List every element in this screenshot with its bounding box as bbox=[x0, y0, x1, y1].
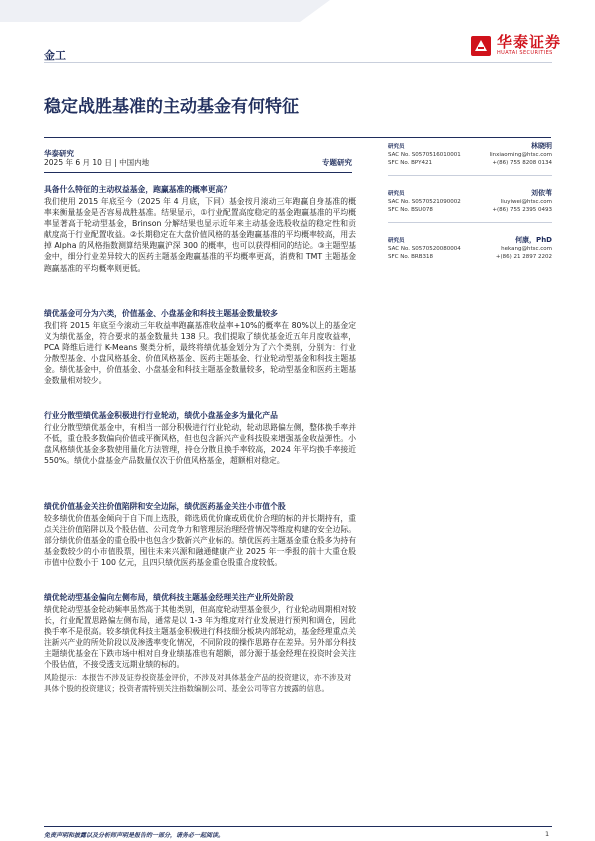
meta-divider bbox=[44, 172, 352, 173]
report-type: 专题研究 bbox=[322, 158, 352, 167]
logo-mark-icon bbox=[470, 35, 492, 57]
analyst-card bbox=[388, 235, 552, 282]
analyst-sac: SAC No. S0570521090002 bbox=[388, 199, 461, 205]
section-body: 我们使用 2015 年底至今（2025 年 4 月底，下同）基金按月滚动三年跑赢自身基准的概率来衡量基金是否容易战胜基准。结果显示，①行业配置高度稳定的基金跑赢基准的平均概率显著高于轮动型基金，Brinson 分解结果也显示近年来主动基金选股收益的稳定性和贡献度高于行业配置收益。②长期稳定在大盘价值风格的基金跑赢基准的平均概率较高，用去掉 Alpha 的风格指数测算结果跑赢沪深 300 的概率，也可以获得相同的结论。③主题型基金中，细分行业差异较大的医药主题基金跑赢基准的平均概率更高，消费和 TMT 主题基金跑赢基准的平均概率则更低。 bbox=[44, 197, 356, 273]
header-accent bbox=[0, 0, 595, 30]
analyst-email[interactable]: linxiaoming@htsc.com bbox=[489, 152, 552, 158]
page-title: 稳定战胜基准的主动基金有何特征 bbox=[44, 97, 299, 117]
logo-name-en: HUATAI SECURITIES bbox=[497, 50, 553, 56]
company-logo bbox=[470, 34, 561, 57]
analyst-sac: SAC No. S0570520080004 bbox=[388, 246, 461, 252]
risk-disclaimer: 风险提示：本报告不涉及证券投资基金评价，不涉及对具体基金产品的投资建议，亦不涉及对具体个股的投资建议；投资者需特别关注指数编制公司、基金公司等官方披露的信息。 bbox=[44, 673, 352, 693]
analyst-phone: +(86) 755 2395 0493 bbox=[492, 207, 552, 213]
page-number: 1 bbox=[545, 830, 550, 838]
analyst-card bbox=[388, 141, 552, 188]
analyst-email[interactable]: liuyiwei@htsc.com bbox=[500, 199, 552, 205]
section-body: 行业分散型绩优基金中，有相当一部分积极进行行业轮动，轮动思路偏左侧，整体换手率并不低，重仓股多数偏向价值或平衡风格，但也包含新兴产业科技股来增强基金收益弹性。小盘风格绩优基金多数使用量化方法管理，持仓分散且换手率较高，2024 年平均换手率接近 550%。绩优小盘基金产品数量仅次于价值风格基金，超额相对稳定。 bbox=[44, 423, 356, 466]
analyst-sfc: SFC No. BPY421 bbox=[388, 160, 432, 166]
title-divider bbox=[44, 137, 551, 138]
section-heading: 绩优轮动型基金偏向左侧布局，绩优科技主题基金经理关注产业所处阶段 bbox=[44, 593, 294, 602]
section-heading: 行业分散型绩优基金积极进行行业轮动，绩优小盘基金多为量化产品 bbox=[44, 411, 278, 420]
analyst-role: 研究员 bbox=[388, 144, 405, 150]
section-2 bbox=[44, 308, 356, 387]
section-body: 较多绩优价值基金倾向于自下而上选股，筛选质优价廉或质优价合理的标的并长期持有，重点关注价值陷阱以及个股估值、公司竞争力和管理层治理经营情况等维度构建的安全边际。部分绩优价值基金的重仓股中也包含少数新兴产业标的。绩优医药主题基金重仓股多为持有基金数较少的小市值股票，囤往未来兴源和融通健康产业 2025 年一季报的前十大重仓股市值中位数小于 100 亿元，且四只绩优医药基金重仓股重合度较低。 bbox=[44, 514, 356, 568]
report-label: 华泰研究 bbox=[44, 149, 74, 158]
analyst-card bbox=[388, 188, 552, 235]
analyst-divider bbox=[388, 175, 552, 176]
logo-name-cn: 华泰证券 bbox=[497, 33, 562, 51]
analyst-panel bbox=[388, 141, 552, 282]
section-body: 绩优轮动型基金轮动频率虽然高于其他类别，但高度轮动型基金很少，行业轮动周期相对较长，行业配置思路偏左侧布局，通常是以 1-3 年为维度对行业发展进行预判和调仓，因此换手率不是很高。较多绩优科技主题基金积极进行科技细分板块内部轮动，基金经理重点关注新兴产业的所处阶段以及渗透率变化情况，不同阶段的操作思路存在差异。另外部分科技主题绩优基金在下跌市场中相对自身业绩基准也有超额，部分源于基金经理在投资时会关注个股估值，不接受透支远期业绩的标的。 bbox=[44, 605, 356, 670]
analyst-role: 研究员 bbox=[388, 191, 405, 197]
section-1 bbox=[44, 184, 356, 274]
analyst-divider bbox=[388, 222, 552, 223]
analyst-role: 研究员 bbox=[388, 238, 405, 244]
report-date-region: 2025 年 6 月 10 日 | 中国内地 bbox=[44, 158, 150, 167]
analyst-email[interactable]: hekang@htsc.com bbox=[501, 246, 552, 252]
analyst-sfc: SFC No. BSU078 bbox=[388, 207, 433, 213]
footer-disclaimer: 免责声明和披露以及分析师声明是报告的一部分，请务必一起阅读。 bbox=[44, 832, 225, 839]
analyst-sac: SAC No. S0570516010001 bbox=[388, 152, 461, 158]
analyst-name: 林晓明 bbox=[531, 142, 552, 150]
section-3 bbox=[44, 410, 356, 466]
section-4 bbox=[44, 501, 356, 568]
section-heading: 绩优价值基金关注价值陷阱和安全边际，绩优医药基金关注小市值个股 bbox=[44, 502, 286, 511]
analyst-name: 刘依苇 bbox=[531, 189, 552, 197]
analyst-phone: +(86) 21 2897 2202 bbox=[495, 254, 552, 260]
analyst-name: 何康，PhD bbox=[515, 236, 552, 244]
section-body: 我们将 2015 年底至今滚动三年收益率跑赢基准收益率+10%的概率在 80%以上的基金定义为绩优基金，符合要求的基金数量共 138 只。我们提取了绩优基金近五年月度收益率，PCA 降维后进行 K-Means 聚类分析，最终将绩优基金划分为了六个类别，分别为：行业分散型基金、小盘风格基金、价值风格基金、医药主题基金、行业轮动型基金和科技主题基金。绩优基金中，价值基金、小盘基金和科技主题基金数量较多，轮动型基金和医药主题基金数量相对较少。 bbox=[44, 321, 356, 386]
footer-divider bbox=[44, 826, 552, 827]
header-divider bbox=[44, 62, 552, 63]
analyst-sfc: SFC No. BRB318 bbox=[388, 254, 433, 260]
section-5 bbox=[44, 592, 356, 671]
analyst-phone: +(86) 755 8208 0134 bbox=[492, 160, 552, 166]
section-heading: 绩优基金可分为六类，价值基金、小盘基金和科技主题基金数量较多 bbox=[44, 309, 278, 318]
report-meta bbox=[44, 157, 352, 168]
sector-label: 金工 bbox=[44, 49, 66, 62]
section-heading: 具备什么特征的主动权益基金，跑赢基准的概率更高？ bbox=[44, 185, 232, 194]
